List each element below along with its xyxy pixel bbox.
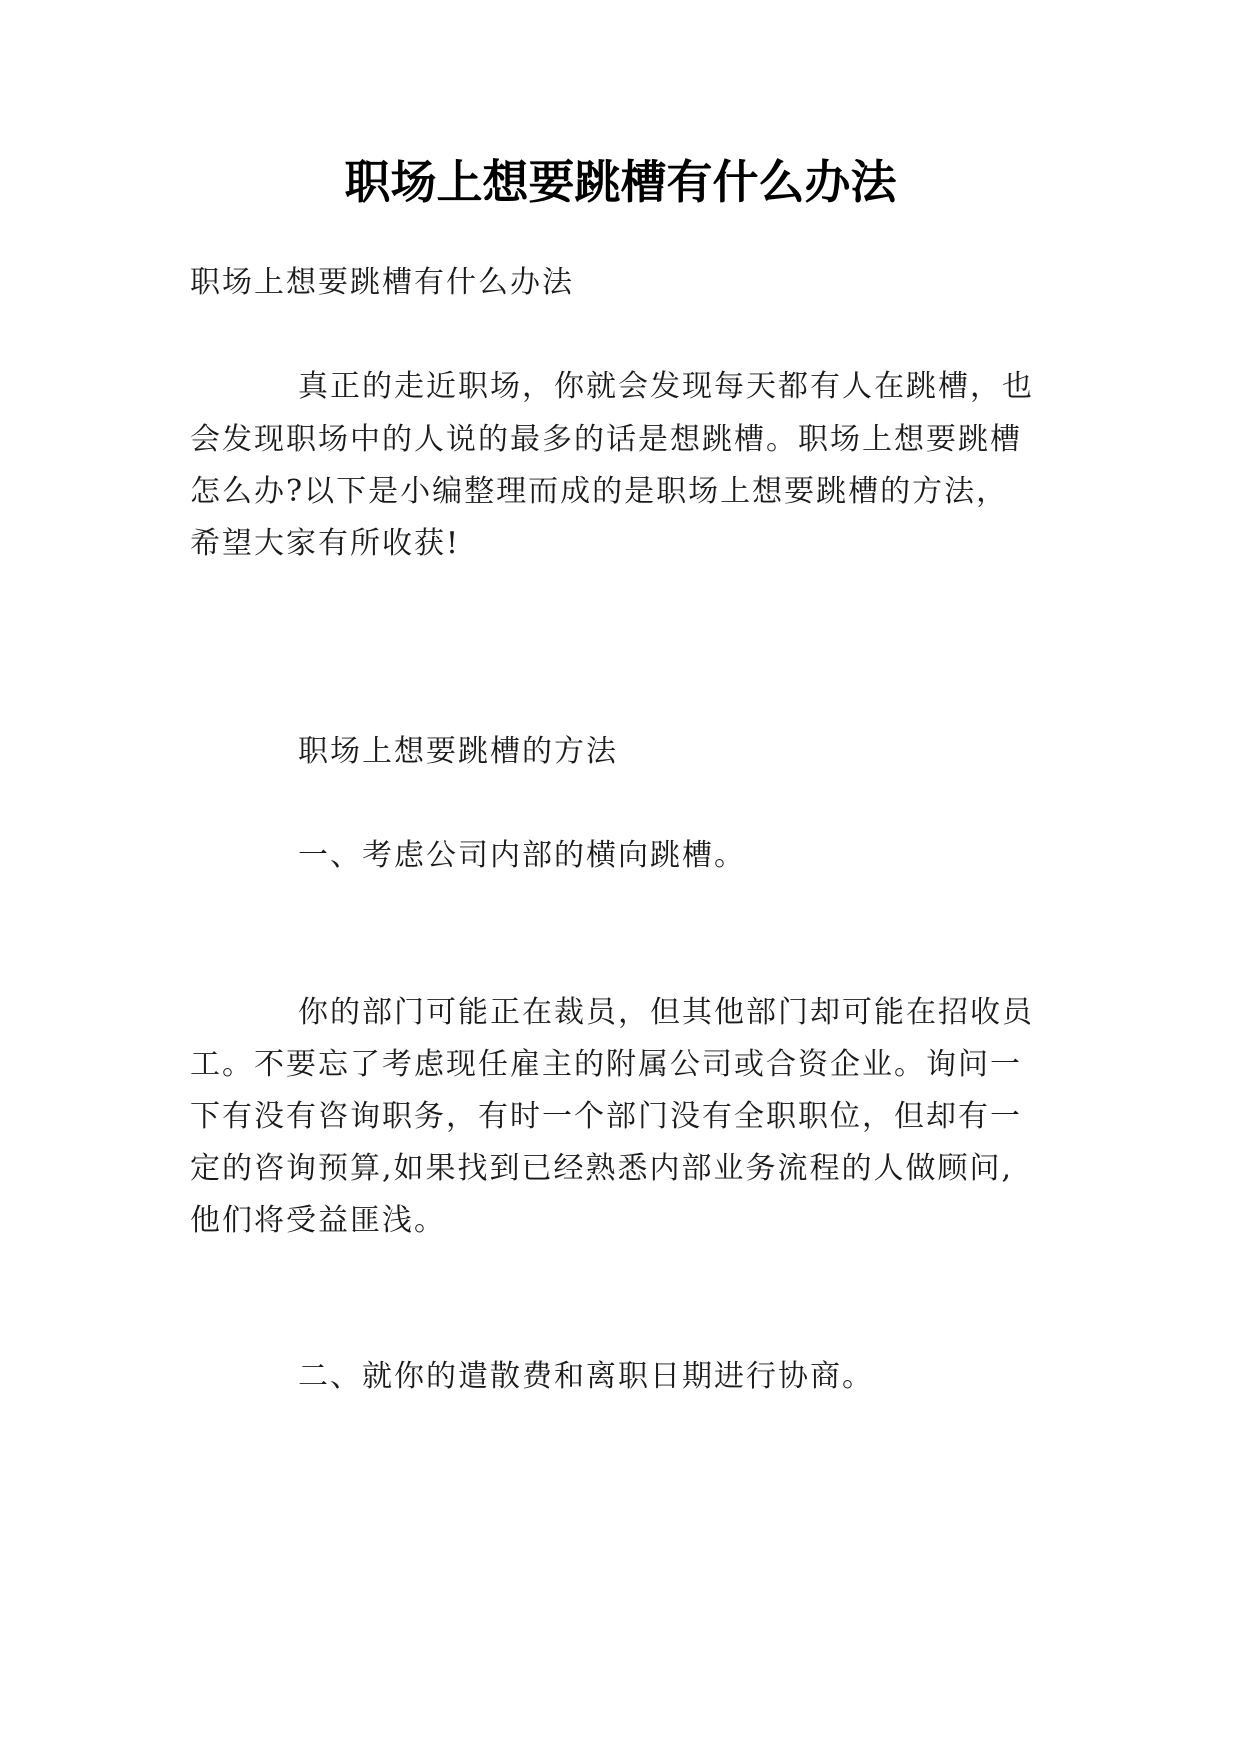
point-one-line: 你的部门可能正在裁员，但其他部门却可能在招收员 (298, 995, 1034, 1030)
intro-line: 会发现职场中的人说的最多的话是想跳槽。职场上想要跳槽 (190, 422, 1022, 457)
intro-line: 怎么办?以下是小编整理而成的是职场上想要跳槽的方法， (190, 474, 1009, 509)
intro-line: 真正的走近职场，你就会发现每天都有人在跳槽，也 (298, 369, 1034, 404)
document-subtitle: 职场上想要跳槽有什么办法 (190, 265, 574, 300)
point-one-line: 定的咨询预算,如果找到已经熟悉内部业务流程的人做顾问, (190, 1151, 1014, 1186)
document-title: 职场上想要跳槽有什么办法 (344, 155, 897, 209)
intro-line: 希望大家有所收获! (190, 526, 461, 561)
point-one-line: 工。不要忘了考虑现任雇主的附属公司或合资企业。询问一 (190, 1047, 1022, 1082)
point-two-heading: 二、就你的遣散费和离职日期进行协商。 (298, 1359, 874, 1394)
point-one-line: 下有没有咨询职务，有时一个部门没有全职职位，但却有一 (190, 1099, 1022, 1134)
point-one-line: 他们将受益匪浅。 (190, 1203, 446, 1238)
section-heading: 职场上想要跳槽的方法 (298, 734, 618, 769)
point-one-heading: 一、考虑公司内部的横向跳槽。 (298, 838, 746, 873)
